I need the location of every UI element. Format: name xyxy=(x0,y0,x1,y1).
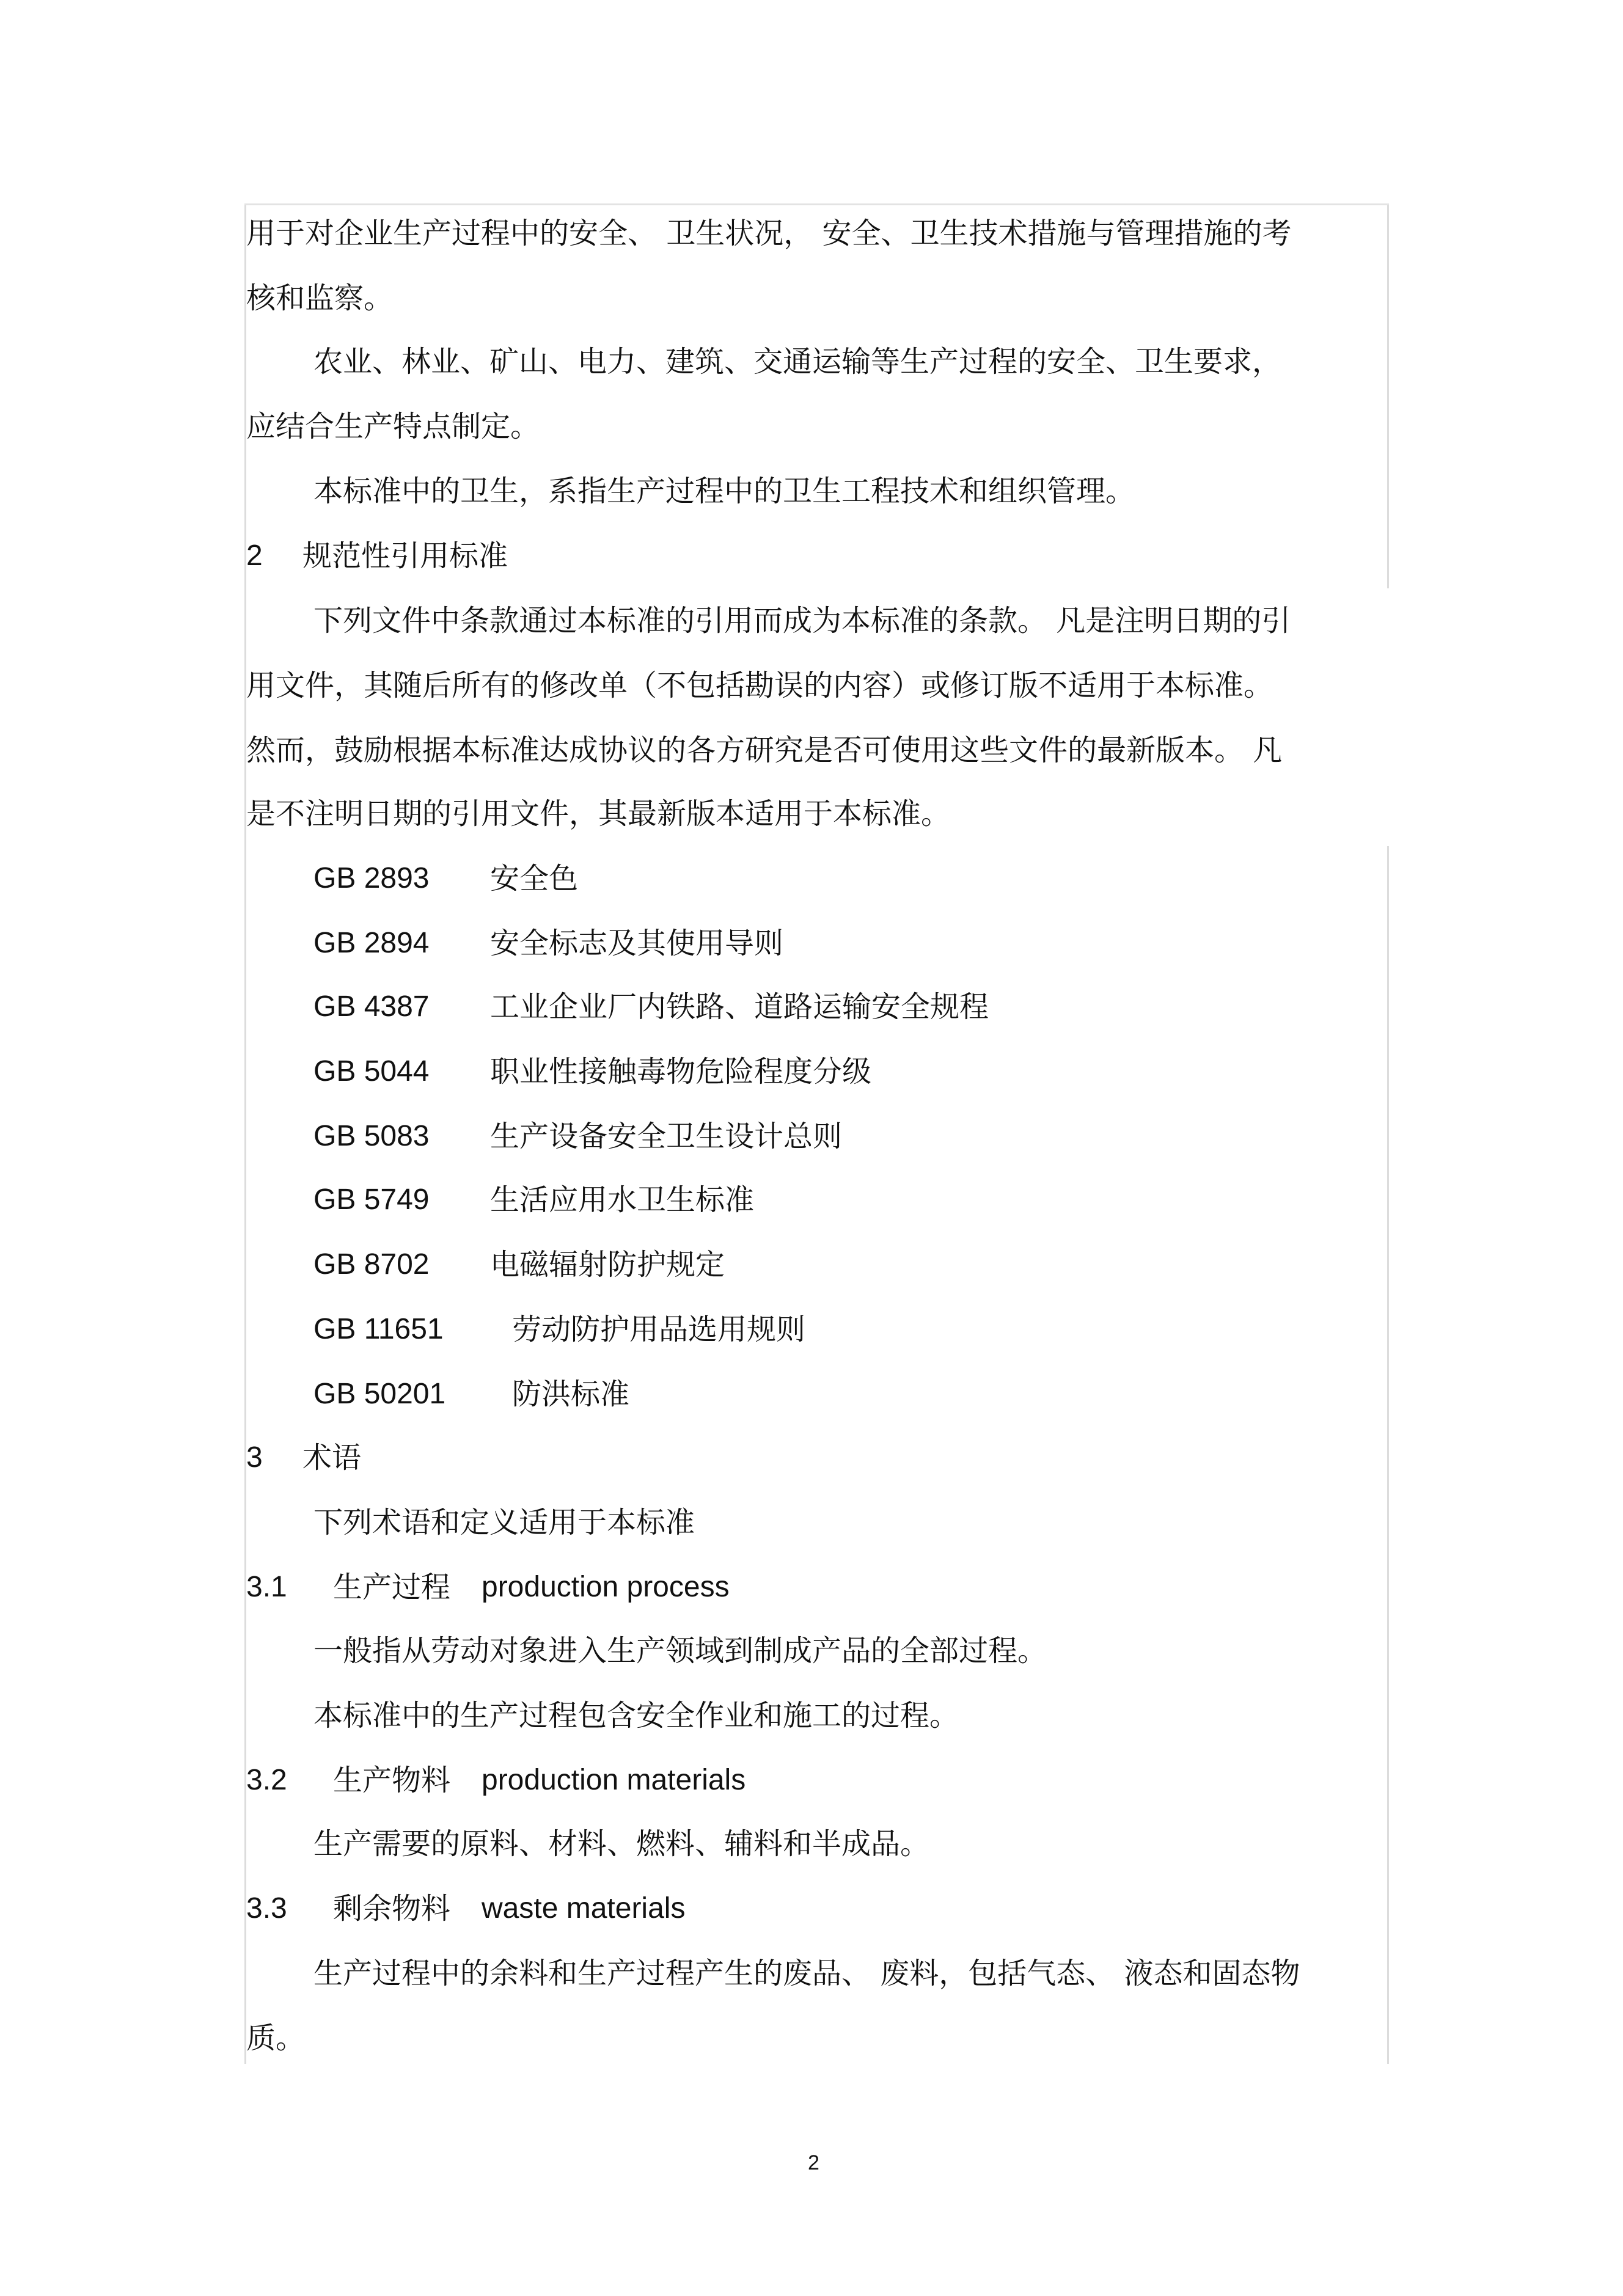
term-definition: 一般指从劳动对象进入生产领域到制成产品的全部过程。 xyxy=(313,1634,1047,1668)
term-english: production materials xyxy=(482,1764,746,1796)
reference-code: GB 11651 xyxy=(313,1313,444,1345)
reference-title: 生产设备安全卫生设计总则 xyxy=(490,1119,843,1153)
reference-title: 防洪标准 xyxy=(512,1377,630,1411)
reference-title: 工业企业厂内铁路、道路运输安全规程 xyxy=(490,990,989,1024)
refs-intro-line-3: 然而，鼓励根据本标准达成协议的各方研究是否可使用这些文件的最新版本。 凡 xyxy=(246,733,1283,767)
right-border-line-top xyxy=(1387,203,1389,588)
refs-intro-line-2: 用文件，其随后所有的修改单（不包括勘误的内容）或修订版不适用于本标准。 xyxy=(246,668,1273,703)
term-definition: 质。 xyxy=(246,2021,306,2055)
reference-title: 安全标志及其使用导则 xyxy=(490,926,784,960)
body-line-1: 用于对企业生产过程中的安全、 卫生状况， 安全、卫生技术措施与管理措施的考 xyxy=(246,216,1292,250)
reference-code: GB 8702 xyxy=(313,1248,430,1281)
term-english: production process xyxy=(482,1571,730,1603)
page-number: 2 xyxy=(808,2151,819,2174)
refs-intro-line-1: 下列文件中条款通过本标准的引用而成为本标准的条款。 凡是注明日期的引 xyxy=(313,604,1291,638)
reference-code: GB 2894 xyxy=(313,927,430,959)
reference-code: GB 4387 xyxy=(313,990,430,1023)
reference-title: 职业性接触毒物危险程度分级 xyxy=(490,1055,872,1089)
section-3-intro: 下列术语和定义适用于本标准 xyxy=(313,1505,695,1540)
refs-intro-line-4: 是不注明日期的引用文件，其最新版本适用于本标准。 xyxy=(246,797,951,831)
body-line-4: 应结合生产特点制定。 xyxy=(246,409,540,444)
term-english: waste materials xyxy=(482,1892,686,1925)
top-border-line xyxy=(244,203,1389,205)
term-number: 3.2 xyxy=(246,1764,287,1796)
reference-code: GB 50201 xyxy=(313,1378,446,1410)
reference-code: GB 2893 xyxy=(313,862,430,894)
body-line-2: 核和监察。 xyxy=(246,281,394,315)
reference-title: 劳动防护用品选用规则 xyxy=(512,1312,806,1347)
reference-title: 安全色 xyxy=(490,861,579,896)
right-border-line-bottom xyxy=(1387,846,1389,2064)
term-chinese: 生产过程 xyxy=(333,1570,451,1604)
term-definition: 生产需要的原料、材料、燃料、辅料和半成品。 xyxy=(313,1827,930,1861)
section-2-title: 规范性引用标准 xyxy=(302,539,508,573)
section-3-number: 3 xyxy=(246,1441,263,1474)
body-line-3: 农业、林业、矿山、电力、建筑、交通运输等生产过程的安全、卫生要求， xyxy=(313,345,1282,379)
section-3-title: 术语 xyxy=(302,1441,362,1475)
reference-title: 电磁辐射防护规定 xyxy=(490,1248,725,1282)
term-number: 3.1 xyxy=(246,1571,287,1603)
section-2-number: 2 xyxy=(246,539,263,572)
reference-code: GB 5083 xyxy=(313,1120,430,1152)
reference-code: GB 5044 xyxy=(313,1055,430,1088)
term-chinese: 剩余物料 xyxy=(333,1892,451,1926)
term-definition: 本标准中的生产过程包含安全作业和施工的过程。 xyxy=(313,1698,959,1733)
term-number: 3.3 xyxy=(246,1892,287,1925)
reference-code: GB 5749 xyxy=(313,1183,430,1216)
body-line-5: 本标准中的卫生，系指生产过程中的卫生工程技术和组织管理。 xyxy=(313,474,1135,508)
term-chinese: 生产物料 xyxy=(333,1763,451,1797)
term-definition: 生产过程中的余料和生产过程产生的废品、 废料，包括气态、 液态和固态物 xyxy=(313,1956,1300,1991)
reference-title: 生活应用水卫生标准 xyxy=(490,1183,755,1217)
